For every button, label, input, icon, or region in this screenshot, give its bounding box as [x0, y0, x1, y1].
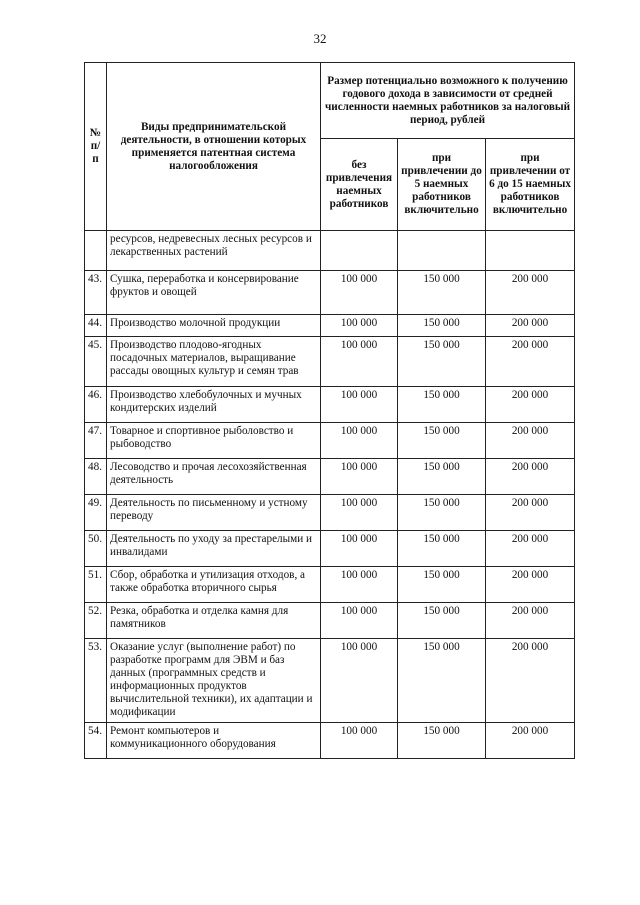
header-activity: Виды предпринимательской деятельности, в отношении которых применяется патентная система налогообложения — [107, 63, 321, 231]
row-number: 44. — [85, 315, 107, 337]
row-value-up-to-5: 150 000 — [398, 271, 486, 315]
header-6-to-15-workers: при привлечении от 6 до 15 наемных работников включительно — [486, 139, 575, 231]
row-value-6-to-15: 200 000 — [486, 603, 575, 639]
row-value-no-workers: 100 000 — [321, 567, 398, 603]
row-activity: Лесоводство и прочая лесохозяйственная деятельность — [107, 459, 321, 495]
row-value-no-workers: 100 000 — [321, 387, 398, 423]
row-value-no-workers: 100 000 — [321, 495, 398, 531]
row-value-no-workers: 100 000 — [321, 603, 398, 639]
row-activity: Деятельность по уходу за престарелыми и инвалидами — [107, 531, 321, 567]
row-activity: Деятельность по письменному и устному переводу — [107, 495, 321, 531]
row-number: 51. — [85, 567, 107, 603]
row-value-up-to-5: 150 000 — [398, 639, 486, 723]
row-value-up-to-5: 150 000 — [398, 495, 486, 531]
table-row — [85, 723, 575, 759]
row-number: 45. — [85, 337, 107, 387]
table-row — [85, 387, 575, 423]
table-row — [85, 315, 575, 337]
table-row — [85, 531, 575, 567]
row-value-6-to-15 — [486, 231, 575, 271]
row-value-no-workers: 100 000 — [321, 337, 398, 387]
row-activity: Сбор, обработка и утилизация отходов, а также обработка вторичного сырья — [107, 567, 321, 603]
table-row — [85, 271, 575, 315]
row-activity: Ремонт компьютеров и коммуникационного оборудования — [107, 723, 321, 759]
row-number: 50. — [85, 531, 107, 567]
header-income-group: Размер потенциально возможного к получению годового дохода в зависимости от средней численности наемных работников за налоговый период, рублей — [321, 63, 575, 139]
table-row — [85, 423, 575, 459]
row-activity: Товарное и спортивное рыболовство и рыбоводство — [107, 423, 321, 459]
row-value-6-to-15: 200 000 — [486, 495, 575, 531]
row-value-up-to-5: 150 000 — [398, 387, 486, 423]
row-number: 46. — [85, 387, 107, 423]
row-activity: Оказание услуг (выполнение работ) по разработке программ для ЭВМ и баз данных (программных средств и информационных продуктов вычислительной техники), их адаптации и модификации — [107, 639, 321, 723]
table-row — [85, 639, 575, 723]
row-value-6-to-15: 200 000 — [486, 639, 575, 723]
row-value-no-workers: 100 000 — [321, 315, 398, 337]
table-row — [85, 495, 575, 531]
row-value-no-workers: 100 000 — [321, 271, 398, 315]
header-number: № п/п — [85, 63, 107, 231]
row-number: 47. — [85, 423, 107, 459]
row-value-6-to-15: 200 000 — [486, 567, 575, 603]
row-value-no-workers: 100 000 — [321, 423, 398, 459]
row-activity: ресурсов, недревесных лесных ресурсов и лекарственных растений — [107, 231, 321, 271]
page-number: 32 — [313, 31, 327, 46]
table-row — [85, 337, 575, 387]
row-value-6-to-15: 200 000 — [486, 315, 575, 337]
row-value-no-workers: 100 000 — [321, 639, 398, 723]
row-value-6-to-15: 200 000 — [486, 723, 575, 759]
header-no-workers: без привлечения наемных работников — [321, 139, 398, 231]
row-value-6-to-15: 200 000 — [486, 387, 575, 423]
row-number — [85, 231, 107, 271]
row-value-up-to-5: 150 000 — [398, 423, 486, 459]
row-value-up-to-5: 150 000 — [398, 567, 486, 603]
row-value-no-workers: 100 000 — [321, 531, 398, 567]
row-value-6-to-15: 200 000 — [486, 337, 575, 387]
row-value-no-workers: 100 000 — [321, 459, 398, 495]
row-number: 43. — [85, 271, 107, 315]
row-value-up-to-5: 150 000 — [398, 337, 486, 387]
row-activity: Производство плодово-ягодных посадочных материалов, выращивание рассады овощных культур и семян трав — [107, 337, 321, 387]
row-value-no-workers — [321, 231, 398, 271]
row-activity: Сушка, переработка и консервирование фруктов и овощей — [107, 271, 321, 315]
row-activity: Резка, обработка и отделка камня для памятников — [107, 603, 321, 639]
header-up-to-5-workers: при привлечении до 5 наемных работников включительно — [398, 139, 486, 231]
row-number: 48. — [85, 459, 107, 495]
table-row — [85, 459, 575, 495]
row-value-6-to-15: 200 000 — [486, 423, 575, 459]
row-number: 49. — [85, 495, 107, 531]
patent-income-table — [84, 62, 575, 759]
row-value-no-workers: 100 000 — [321, 723, 398, 759]
row-value-up-to-5: 150 000 — [398, 315, 486, 337]
row-value-up-to-5 — [398, 231, 486, 271]
row-value-up-to-5: 150 000 — [398, 531, 486, 567]
row-number: 54. — [85, 723, 107, 759]
row-number: 52. — [85, 603, 107, 639]
row-value-6-to-15: 200 000 — [486, 459, 575, 495]
table-row — [85, 567, 575, 603]
row-value-up-to-5: 150 000 — [398, 459, 486, 495]
row-value-6-to-15: 200 000 — [486, 271, 575, 315]
row-value-up-to-5: 150 000 — [398, 723, 486, 759]
row-number: 53. — [85, 639, 107, 723]
table-row — [85, 603, 575, 639]
row-activity: Производство молочной продукции — [107, 315, 321, 337]
row-value-up-to-5: 150 000 — [398, 603, 486, 639]
row-value-6-to-15: 200 000 — [486, 531, 575, 567]
row-activity: Производство хлебобулочных и мучных кондитерских изделий — [107, 387, 321, 423]
table-row-continuation — [85, 231, 575, 271]
